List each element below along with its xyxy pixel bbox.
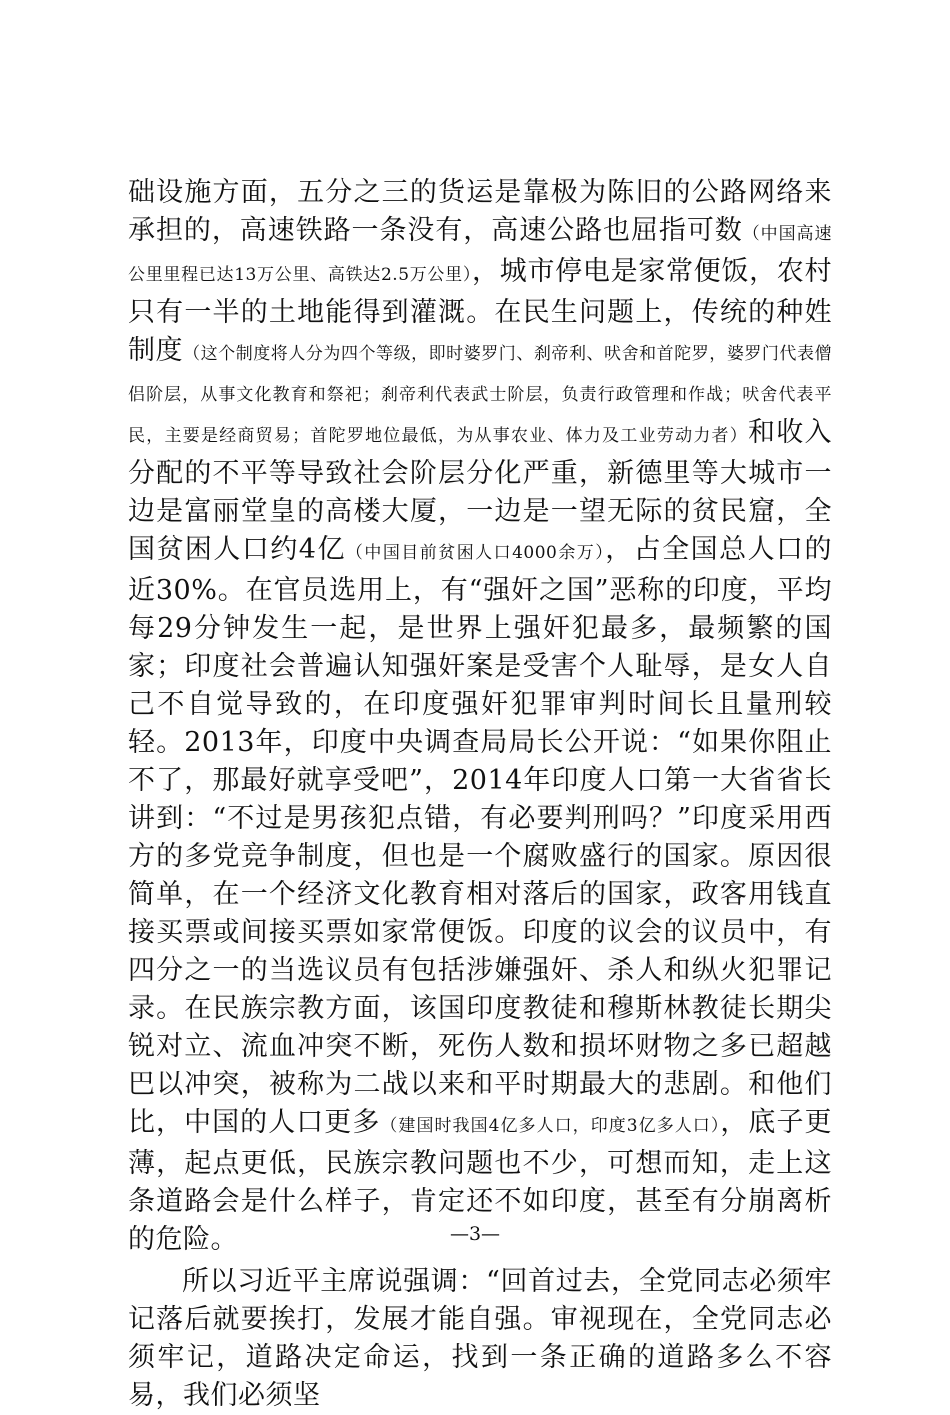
inline-note: （中国目前贫困人口4000余万） <box>345 543 606 563</box>
paragraph-text-segment: ，城市停电是家常便饭，农村只有一半的土地能得到灌溉。在民生问题上，传统的种姓制度 <box>128 256 832 366</box>
paragraph-text-segment: ，占全国总人口的近30%。在官员选用上，有“强奸之国”恶称的印度，平均每29分钟发生一起，是世界上强奸犯最多，最频繁的国家；印度社会普遍认知强奸案是受害个人耻辱，是女人自己不自觉导致的，在印度强奸犯罪审判时间长且量刑较轻。2013年，印度中央调查局局长公开说：“如果你阻止不了，那最好就享受吧”，2014年印度人口第一大省省长讲到：“不过是男孩犯点错，有必要判刑吗？”印度采用西方的多党竞争制度，但也是一个腐败盛行的国家。原因很简单，在一个经济文化教育相对落后的国家，政客用钱直接买票或间接买票如家常便饭。印度的议会的议员中，有四分之一的当选议员有包括涉嫌强奸、杀人和纵火犯罪记录。在民族宗教方面，该国印度教徒和穆斯林教徒长期尖锐对立、流血冲突不断，死伤人数和损坏财物之多已超越巴以冲突，被称为二战以来和平时期最大的悲剧。和他们比，中国的人口更多 <box>128 534 832 1138</box>
inline-note: （中国高速公里里程已达13万公里、高铁达2.5万公里） <box>128 224 833 285</box>
paragraph-text-segment: 础设施方面，五分之三的货运是靠极为陈旧的公路网络来承担的，高速铁路一条没有，高速公路也屈指可数 <box>128 177 832 246</box>
paragraph-continuation <box>128 174 832 1259</box>
paragraph-text-segment: 和收入分配的不平等导致社会阶层分化严重，新德里等大城市一边是富丽堂皇的高楼大厦，一边是一望无际的贫民窟，全国贫困人口约4亿 <box>128 417 833 565</box>
paragraph-text-segment: ，底子更薄，起点更低，民族宗教问题也不少，可想而知，走上这条道路会是什么样子，肯定还不如印度，甚至有分崩离析的危险。 <box>128 1107 833 1255</box>
page-number: —3— <box>449 1223 501 1245</box>
inline-note: （建国时我国4亿多人口，印度3亿多人口） <box>380 1116 721 1136</box>
inline-note: （这个制度将人分为四个等级，即时婆罗门、刹帝利、吠舍和首陀罗，婆罗门代表僧侣阶层，从事文化教育和祭祀；刹帝利代表武士阶层，负责行政管理和作战；吠舍代表平民，主要是经商贸易；首陀罗地位最低，为从事农业、体力及工业劳动力者） <box>128 344 833 446</box>
paragraph: 所以习近平主席说强调：“回首过去，全党同志必须牢记落后就要挨打，发展才能自强。审视现在，全党同志必须牢记，道路决定命运，找到一条正确的道路多么不容易，我们必须坚 <box>128 1266 832 1411</box>
